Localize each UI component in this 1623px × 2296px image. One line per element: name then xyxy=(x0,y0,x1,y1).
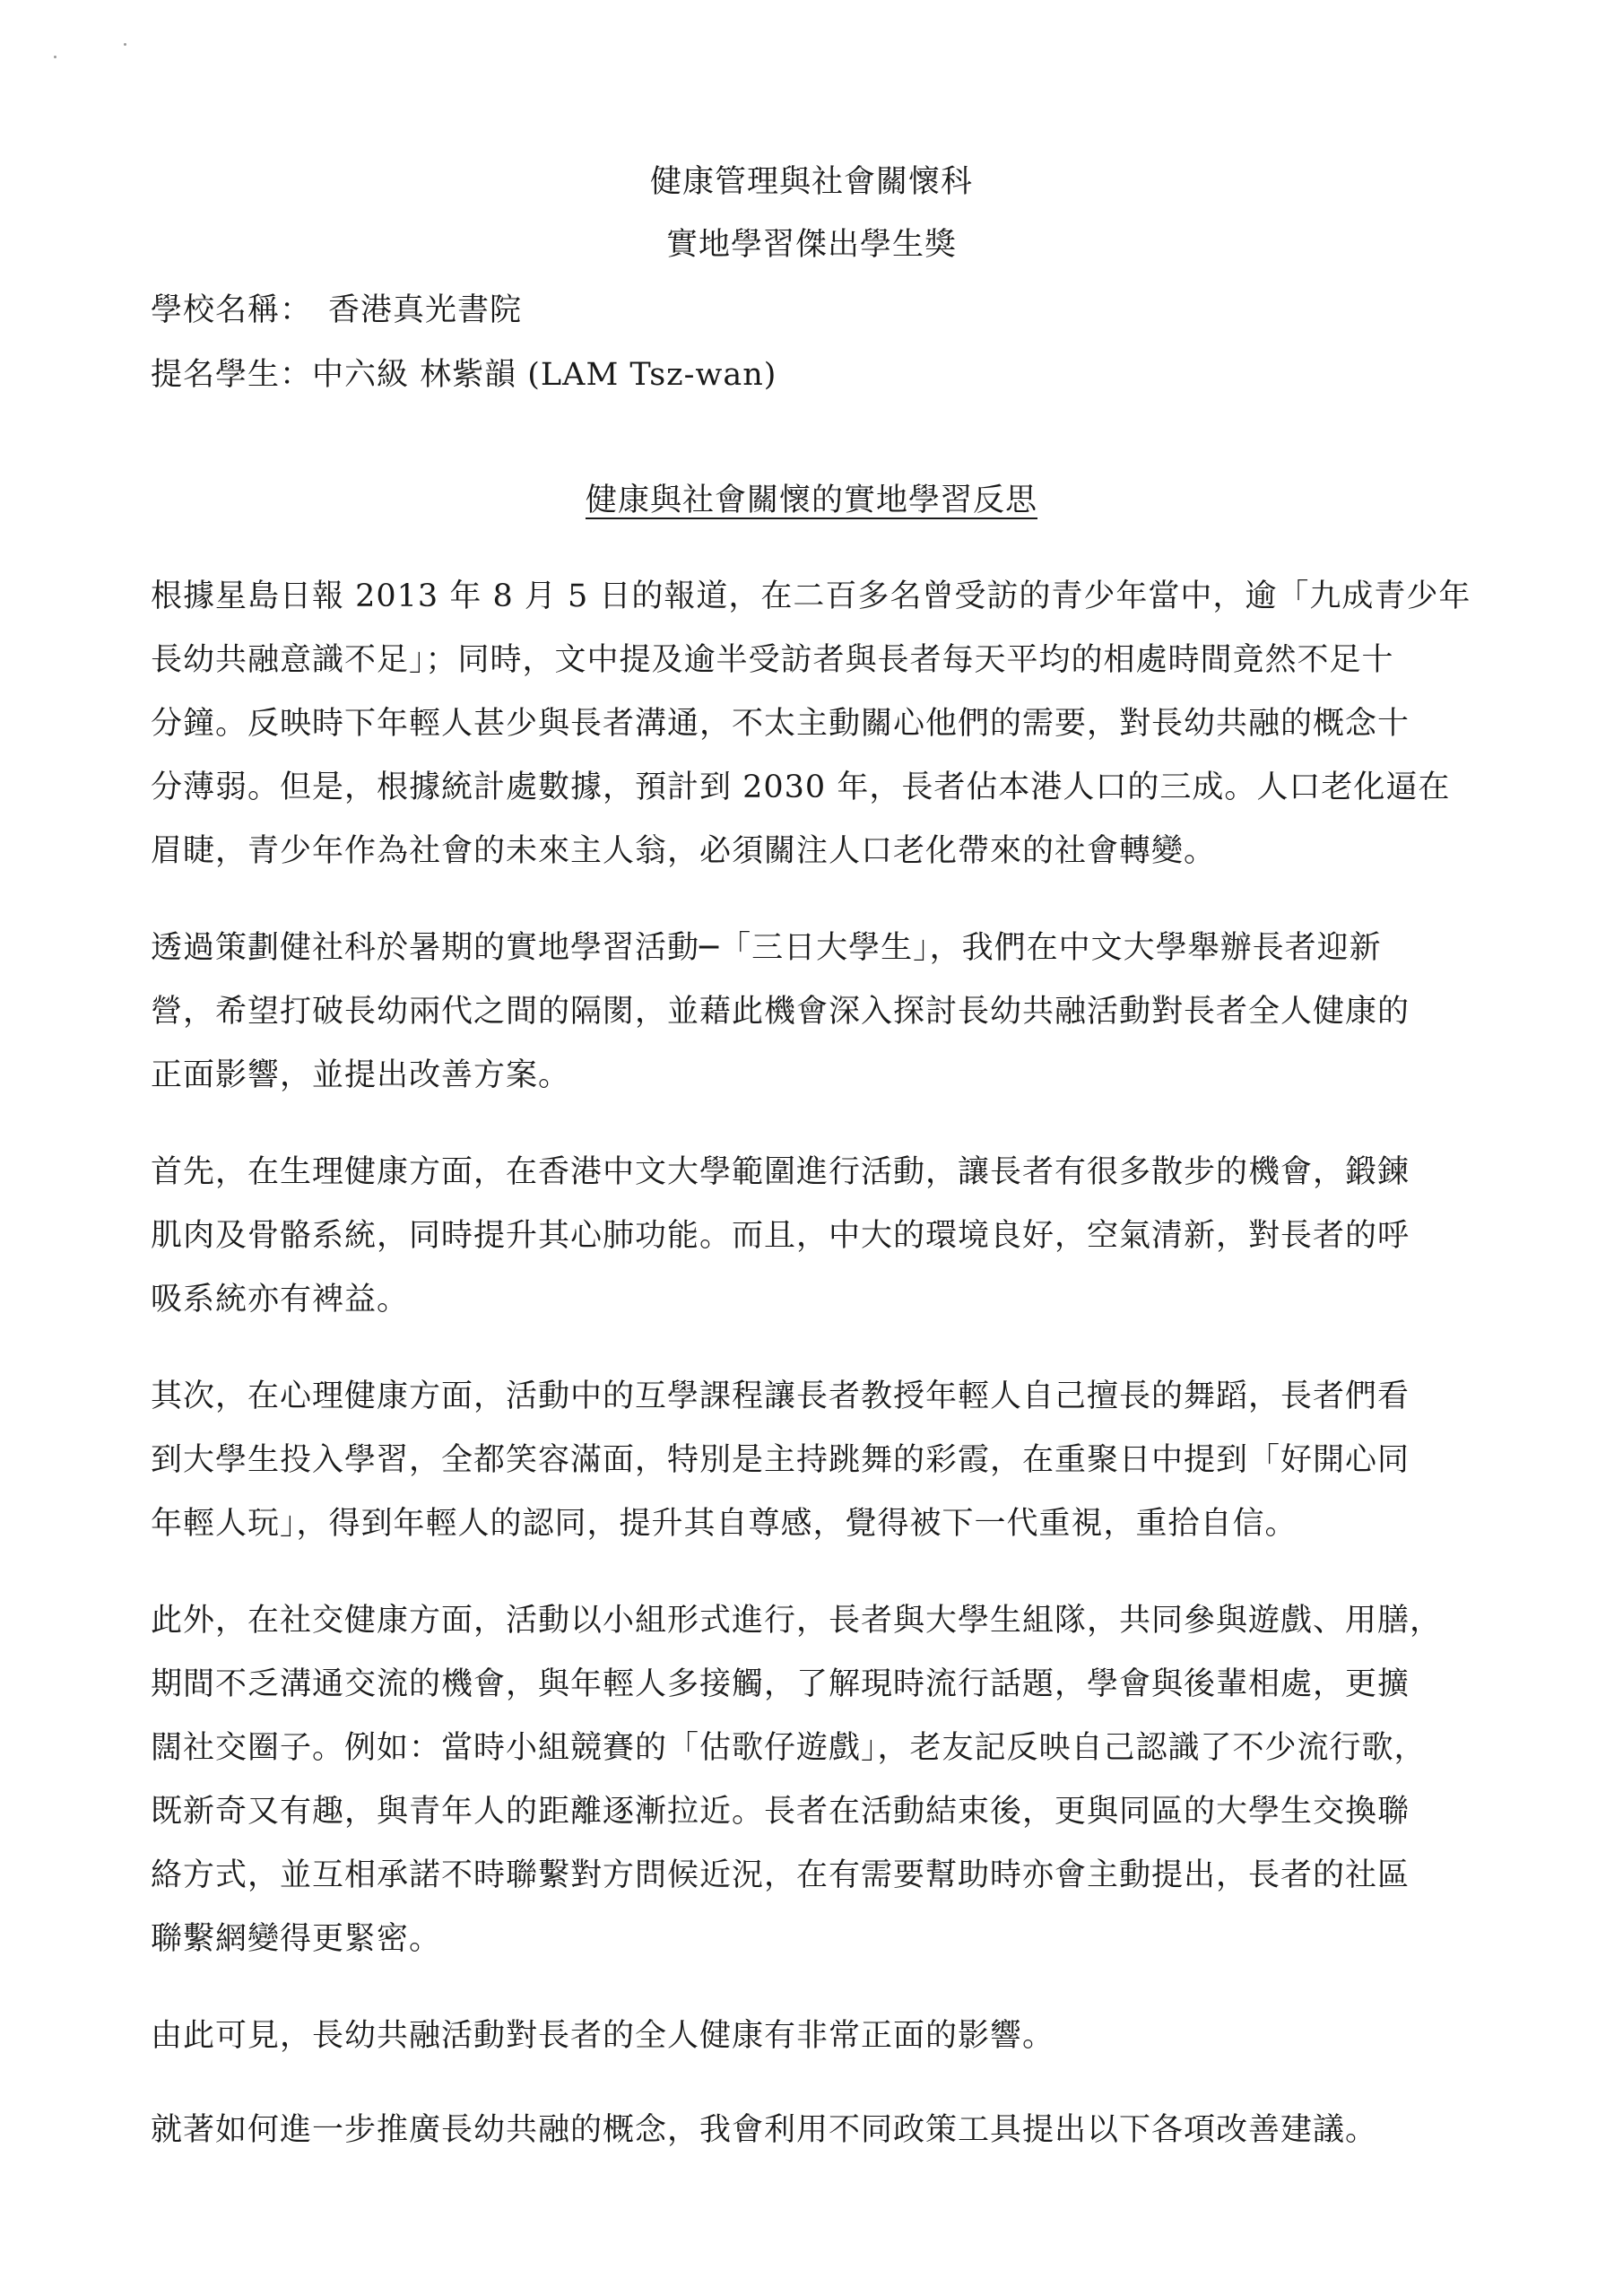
paragraph-line: 聯繫網變得更緊密。 xyxy=(151,1921,442,1957)
paragraph-4 xyxy=(151,1365,1410,1556)
nominee-label: 提名學生： xyxy=(151,357,313,393)
nominee-value: 中六級 林紫韻 (LAM Tsz-wan) xyxy=(312,357,777,393)
paragraph-line: 由此可見，長幼共融活動對長者的全人健康有非常正面的影響。 xyxy=(151,2018,1055,2054)
paragraph-line: 既新奇又有趣，與青年人的距離逐漸拉近。長者在活動結束後，更與同區的大學生交換聯 xyxy=(151,1794,1410,1830)
award-title: 實地學習傑出學生獎 xyxy=(665,227,957,263)
paragraph-3 xyxy=(151,1141,1410,1332)
essay-heading-text: 健康與社會關懷的實地學習反思 xyxy=(585,483,1037,518)
paragraph-2 xyxy=(151,917,1410,1108)
school-name-label: 學校名稱： xyxy=(151,292,313,328)
paragraph-1 xyxy=(151,565,1471,883)
paragraph-line: 肌肉及骨骼系統，同時提升其心肺功能。而且，中大的環境良好，空氣清新，對長者的呼 xyxy=(151,1218,1410,1254)
paragraph-line: 透過策劃健社科於暑期的實地學習活動─「三日大學生」，我們在中文大學舉辦長者迎新 xyxy=(151,930,1382,966)
school-name-field xyxy=(151,285,522,330)
paragraph-line: 分鐘。反映時下年輕人甚少與長者溝通，不太主動關心他們的需要，對長幼共融的概念十 xyxy=(151,706,1410,742)
paragraph-7 xyxy=(151,2099,1377,2162)
scan-speck xyxy=(54,56,56,58)
paragraph-line: 絡方式，並互相承諾不時聯繫對方問候近況，在有需要幫助時亦會主動提出，長者的社區 xyxy=(151,1857,1410,1893)
paragraph-line: 此外，在社交健康方面，活動以小組形式進行，長者與大學生組隊，共同參與遊戲、用膳， xyxy=(151,1603,1443,1639)
paragraph-6 xyxy=(151,2005,1055,2068)
paragraph-line: 根據星島日報 2013 年 8 月 5 日的報道，在二百多名曾受訪的青少年當中，逾「九成青少年 xyxy=(151,578,1471,614)
scan-speck xyxy=(124,43,126,46)
paragraph-line: 就著如何進一步推廣長幼共融的概念，我會利用不同政策工具提出以下各項改善建議。 xyxy=(151,2112,1378,2148)
paragraph-line: 年輕人玩」，得到年輕人的認同，提升其自尊感，覺得被下一代重視，重拾自信。 xyxy=(151,1506,1298,1542)
paragraph-line: 期間不乏溝通交流的機會，與年輕人多接觸，了解現時流行話題，學會與後輩相處，更擴 xyxy=(151,1666,1410,1702)
paragraph-line: 到大學生投入學習，全都笑容滿面，特別是主持跳舞的彩霞，在重聚日中提到「好開心同 xyxy=(151,1442,1410,1478)
document-title: 健康管理與社會關懷科 xyxy=(649,164,973,200)
essay-heading xyxy=(0,475,1623,520)
paragraph-line: 闊社交圈子。例如：當時小組競賽的「估歌仔遊戲」，老友記反映自己認識了不少流行歌， xyxy=(151,1730,1427,1766)
paragraph-line: 首先，在生理健康方面，在香港中文大學範圍進行活動，讓長者有很多散步的機會，鍛鍊 xyxy=(151,1154,1410,1190)
paragraph-line: 分薄弱。但是，根據統計處數據，預計到 2030 年，長者佔本港人口的三成。人口老化逼在 xyxy=(151,770,1451,805)
paragraph-5 xyxy=(151,1589,1442,1971)
paragraph-line: 正面影響，並提出改善方案。 xyxy=(151,1057,571,1093)
school-name-value: 香港真光書院 xyxy=(328,292,523,328)
nominee-field xyxy=(151,350,777,395)
paragraph-line: 眉睫，青少年作為社會的未來主人翁，必須關注人口老化帶來的社會轉變。 xyxy=(151,833,1217,869)
paragraph-line: 營，希望打破長幼兩代之間的隔閡，並藉此機會深入探討長幼共融活動對長者全人健康的 xyxy=(151,994,1410,1030)
paragraph-line: 長幼共融意識不足」；同時，文中提及逾半受訪者與長者每天平均的相處時間竟然不足十 xyxy=(151,642,1394,678)
paragraph-line: 吸系統亦有裨益。 xyxy=(151,1282,410,1318)
paragraph-line: 其次，在心理健康方面，活動中的互學課程讓長者教授年輕人自己擅長的舞蹈，長者們看 xyxy=(151,1378,1410,1414)
